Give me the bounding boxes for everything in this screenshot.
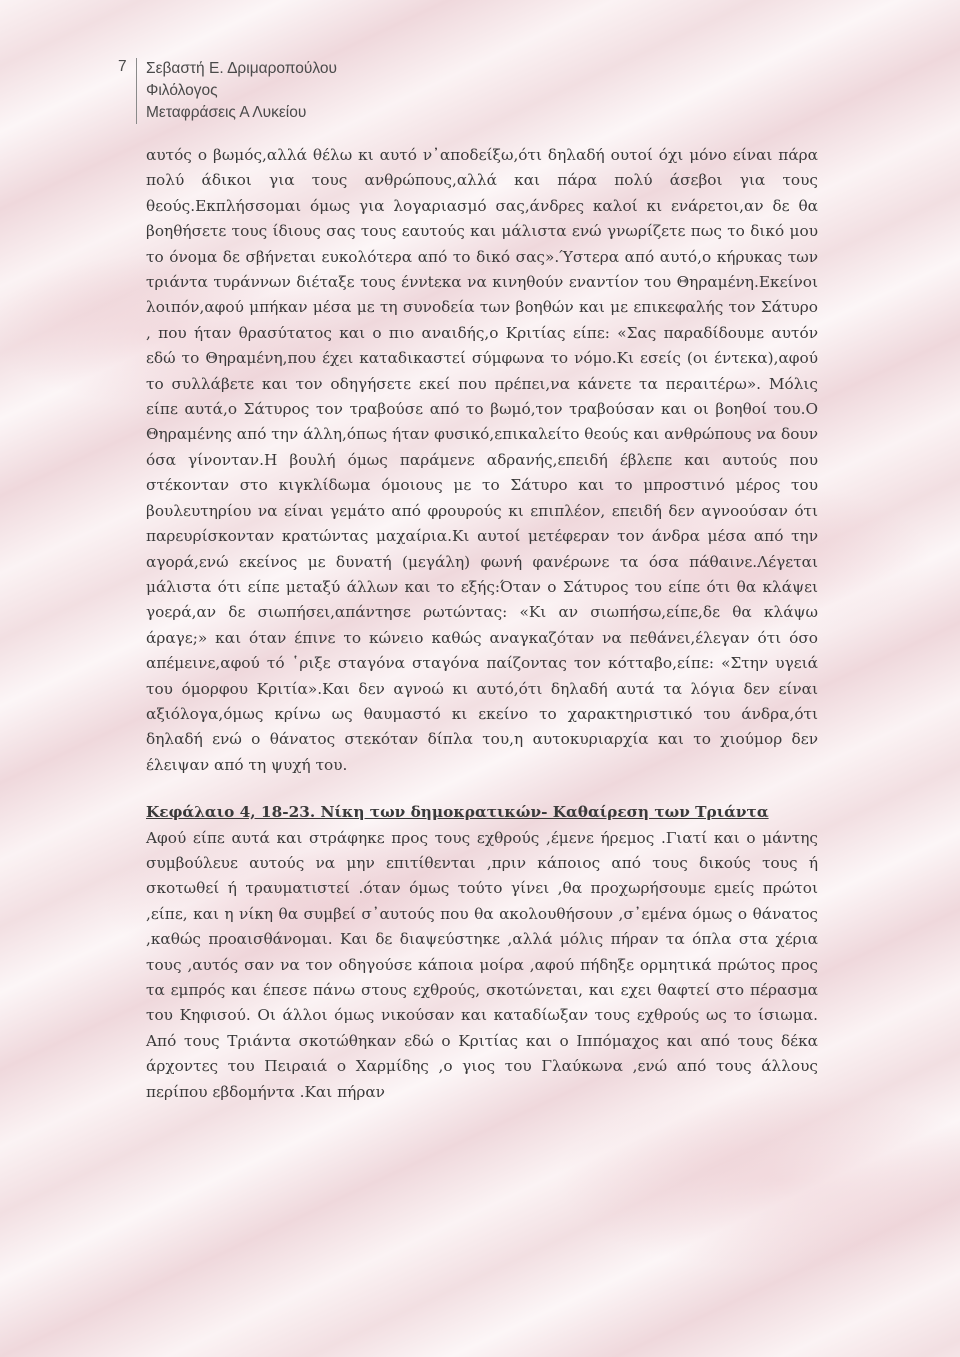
document-subject: Μεταφράσεις Α Λυκείου: [146, 104, 307, 121]
section-heading: Κεφάλαιο 4, 18-23. Νίκη των δημοκρατικών- Καθαίρεση των Τριάντα: [146, 803, 769, 822]
header-info: [136, 58, 337, 124]
author-name: Σεβαστή Ε. Δριμαροπούλου: [146, 60, 337, 77]
document-body: [146, 143, 818, 1105]
author-role: Φιλόλογος: [146, 82, 218, 99]
paragraph: Αφού είπε αυτά και στράφηκε προς τους εχθρούς ,έμενε ήρεμος .Γιατί και ο μάντης συμβούλευε αυτούς να μην επιτίθενται ,πριν κάποιος από τους δικούς τους ή σκοτωθεί ή τραυματιστεί .όταν όμως τούτο γίνει ,θα προχωρήσουμε εμείς πρώτοι ,είπε, και η νίκη θα συμβεί σ᾽αυτούς που θα ακολουθήσουν ,σ᾽εμένα όμως ο θάνατος ,καθώς προαισθάνομαι. Και δε διαψεύστηκε ,αλλά μόλις πήραν τα όπλα στα χέρια τους ,αυτός σαν να τον οδηγούσε κάποια μοίρα ,αφού πήδηξε ορμητικά πρώτος προς τα εμπρός και έπεσε πάνω στους εχθρούς, σκοτώνεται, και εχει θαφτεί στο πέρασμα του Κηφισού. Οι άλλοι όμως νικούσαν και καταδίωξαν τους εχθρούς ως το ίσιωμα. Από τους Τριάντα σκοτώθηκαν εδώ ο Κριτίας και ο Ιππόμαχος και από τους δέκα άρχοντες του Πειραιά ο Χαρμίδης ,ο γιος του Γλαύκωνα ,ενώ από τους άλλους περίπου εβδομήντα .Και πήραν: [146, 828, 818, 1101]
page-number: 7: [118, 58, 127, 75]
paragraph: αυτός ο βωμός,αλλά θέλω κι αυτό ν᾽αποδείξω,ότι δηλαδή ουτοί όχι μόνο είναι πάρα πολύ άδικοι για τους ανθρώπους,αλλά και πάρα πολύ άσεβοι για τους θεούς.Εκπλήσσομαι όμως για λογαριασμό σας,άνδρες καλοί κι ενάρετοι,αν δε θα βοηθήσετε τους ίδιους σας τους εαυτούς και μάλιστα ενώ γνωρίζετε πως το δικό μου το όνομα δε σβήνεται ευκολότερα από το δικό σας».Ύστερα από αυτό,ο κήρυκας των τριάντα τυράννων διέταξε τους έννtεκα να κινηθούν εναντίον του Θηραμένη.Εκείνοι λοιπόν,αφού μπήκαν μέσα με τη συνοδεία των βοηθών και με επικεφαλής τον Σάτυρο , που ήταν θρασύτατος και ο πιο αναιδής,ο Κριτίας είπε: «Σας παραδίδουμε αυτόν εδώ το Θηραμένη,που έχει καταδικαστεί σύμφωνα το νόμο.Κι εσείς (οι έντεκα),αφού το συλλάβετε και τον οδηγήσετε εκεί που πρέπει,να κάνετε τα περαιτέρω». Μόλις είπε αυτά,ο Σάτυρος τον τραβούσε από το βωμό,τον τραβούσαν και οι βοηθοί του.Ο Θηραμένης από την άλλη,όπως ήταν φυσικό,επικαλείτο θεούς και ανθρώπους να δουν όσα γίνονταν.Η βουλή όμως παράμενε αδρανής,επειδή έβλεπε και αυτούς που στέκονταν στο κιγκλίδωμα όμοιους με το Σάτυρο και το μπροστινό μέρος του βουλευτηρίου να είναι γεμάτο από φρουρούς κι επιπλέον, επειδή δεν αγνοούσαν ότι παρευρίσκονταν κρατώντας μαχαίρια.Κι αυτοί μετέφεραν τον άνδρα μέσα από την αγορά,ενώ εκείνος με δυνατή (μεγάλη) φωνή φανέρωνε τα όσα πάθαινε.Λέγεται μάλιστα ότι είπε μεταξύ άλλων και το εξής:Όταν ο Σάτυρος του είπε ότι θα κλάψει γοερά,αν δε σιωπήσει,απάντησε ρωτώντας: «Κι αν σιωπήσω,είπε,δε θα κλάψω άραγε;» και όταν έπινε το κώνειο καθώς αναγκαζόταν να πεθάνει,έλεγαν ότι όσο απέμεινε,αφού τό ῾ριξε σταγόνα σταγόνα παίζοντας τον κότταβο,είπε: «Στην υγειά του όμορφου Κριτία».Και δεν αγνοώ κι αυτό,ότι δηλαδή αυτά τα λόγια δεν είναι αξιόλογα,όμως κρίνω ως θαυμαστό κι εκείνο το χαρακτηριστικό του άνδρα,ότι δηλαδή ενώ ο θάνατος στεκόταν δίπλα του,η αυτοκυριαρχία και το χιούμορ δεν έλειψαν από τη ψυχή του.: [146, 146, 818, 774]
